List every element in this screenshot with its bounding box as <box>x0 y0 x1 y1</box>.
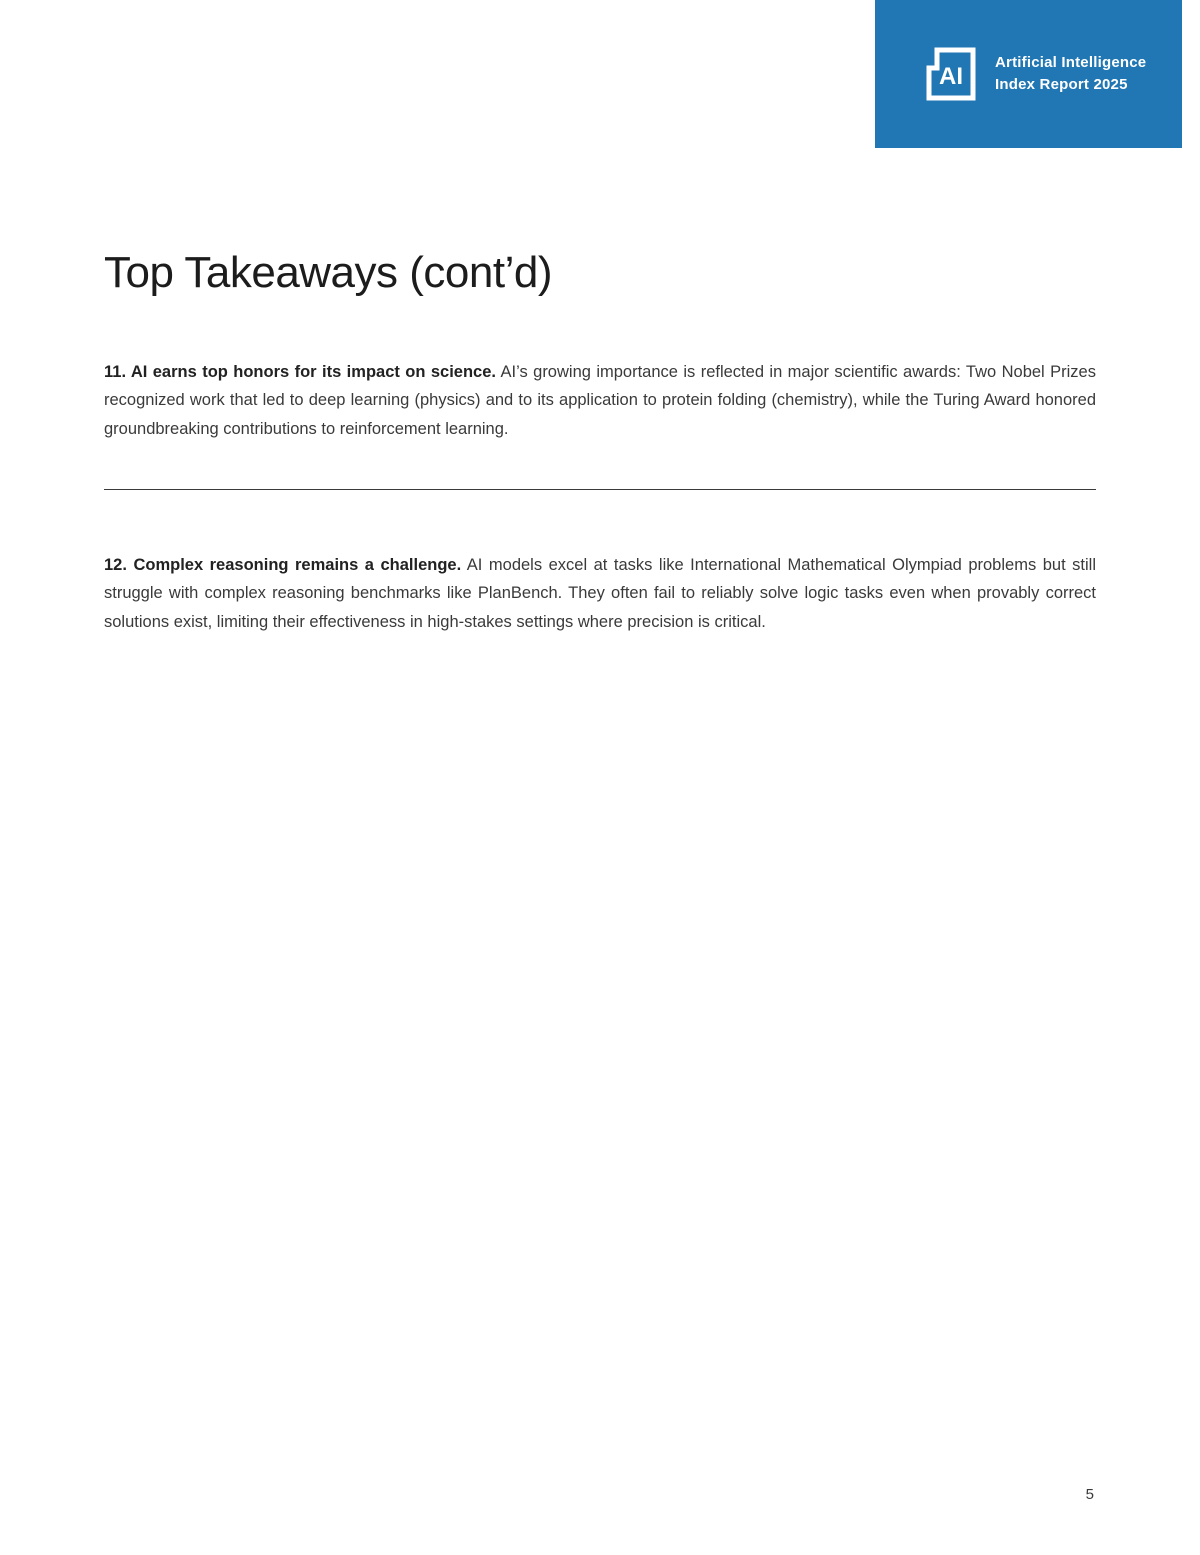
ai-index-logo-icon <box>923 46 981 102</box>
takeaway-11-body: AI’s growing importance is reflected in major scientific awards: Two Nobel Prizes recognized work that led to deep learning (physics) and to its application to protein folding (chemistry), while the Turing Award honored groundbreaking contributions to reinforcement learning. <box>104 363 1096 438</box>
takeaway-12-lead: 12. Complex reasoning remains a challenge. <box>104 556 462 574</box>
section-divider <box>104 489 1096 490</box>
brand-header <box>875 0 1182 148</box>
takeaway-11-lead: 11. AI earns top honors for its impact on science. <box>104 363 496 381</box>
logo-letters: AI <box>939 63 963 90</box>
brand-line-2: Index Report 2025 <box>995 76 1128 93</box>
takeaway-11 <box>104 358 1096 443</box>
page-number: 5 <box>1085 1486 1094 1503</box>
page-title: Top Takeaways (cont’d) <box>104 248 552 297</box>
brand-line-1: Artificial Intelligence <box>995 54 1147 72</box>
brand-title <box>995 52 1146 96</box>
takeaway-12-body: AI models excel at tasks like International Mathematical Olympiad problems but still struggle with complex reasoning benchmarks like PlanBench. They often fail to reliably solve logic tasks even when provably correct solutions exist, limiting their effectiveness in high-stakes settings where precision is critical. <box>104 556 1096 631</box>
takeaway-12 <box>104 551 1096 636</box>
